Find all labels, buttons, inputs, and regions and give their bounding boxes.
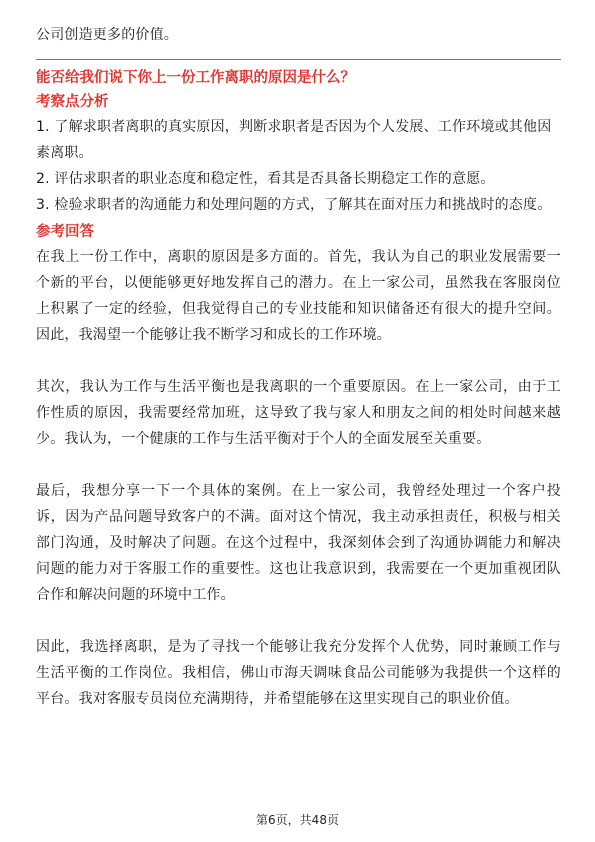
page-content xyxy=(36,22,561,712)
answer-heading: 参考回答 xyxy=(36,224,94,240)
paragraph-spacer xyxy=(36,452,561,478)
intro-continuation: 公司创造更多的价值。 xyxy=(36,27,178,43)
answer-paragraph: 因此，我选择离职，是为了寻找一个能够让我充分发挥个人优势，同时兼顾工作与生活平衡的工作岗位。我相信，佛山市海天调味食品公司能够为我提供一个这样的平台。我对客服专员岗位充满期待，并希望能够在这里实现自己的职业价值。 xyxy=(36,639,561,707)
analysis-list xyxy=(36,114,561,218)
analysis-heading: 考察点分析 xyxy=(36,94,109,110)
analysis-item: 3. 检验求职者的沟通能力和处理问题的方式，了解其在面对压力和挑战时的态度。 xyxy=(36,197,552,213)
analysis-item: 1. 了解求职者离职的真实原因，判断求职者是否因为个人发展、工作环境或其他因素离职。 xyxy=(36,119,552,161)
page-number: 第6页，共48页 xyxy=(256,813,339,827)
interview-question: 能否给我们说下你上一份工作离职的原因是什么？ xyxy=(36,59,561,90)
answer-paragraph: 在我上一份工作中，离职的原因是多方面的。首先，我认为自己的职业发展需要一个新的平台，以便能够更好地发挥自己的潜力。在上一家公司，虽然我在客服岗位上积累了一定的经验，但我觉得自己的专业技能和知识储备还有很大的提升空间。因此，我渴望一个能够让我不断学习和成长的工作环境。 xyxy=(36,249,561,343)
analysis-item: 2. 评估求职者的职业态度和稳定性，看其是否具备长期稳定工作的意愿。 xyxy=(36,171,495,187)
answer-paragraph: 其次，我认为工作与生活平衡也是我离职的一个重要原因。在上一家公司，由于工作性质的原因，我需要经常加班，这导致了我与家人和朋友之间的相处时间越来越少。我认为，一个健康的工作与生活平衡对于个人的全面发展至关重要。 xyxy=(36,379,561,447)
answer-body xyxy=(36,244,561,712)
paragraph-spacer xyxy=(36,608,561,634)
paragraph-spacer xyxy=(36,348,561,374)
answer-paragraph: 最后，我想分享一下一个具体的案例。在上一家公司，我曾经处理过一个客户投诉，因为产品问题导致客户的不满。面对这个情况，我主动承担责任，积极与相关部门沟通，及时解决了问题。在这个过程中，我深刻体会到了沟通协调能力和解决问题的能力对于客服工作的重要性。这也让我意识到，我需要在一个更加重视团队合作和解决问题的环境中工作。 xyxy=(36,483,561,603)
